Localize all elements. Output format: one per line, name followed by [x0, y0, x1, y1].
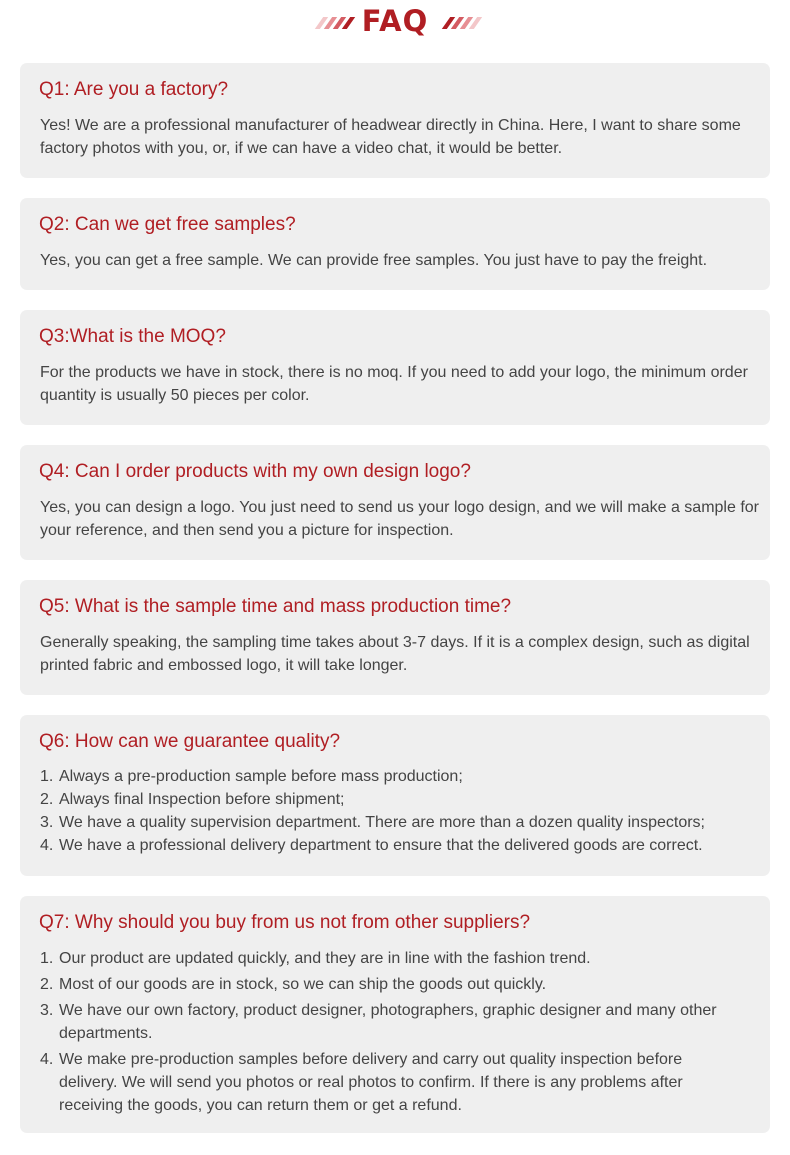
list-item	[40, 973, 740, 996]
list-number: 3.	[40, 1002, 54, 1019]
faq-question: Q4: Can I order products with my own design logo?	[39, 461, 471, 482]
list-number: 1.	[40, 950, 54, 967]
list-item	[40, 999, 740, 1045]
list-number: 2.	[40, 791, 54, 808]
faq-question: Q2: Can we get free samples?	[39, 214, 296, 235]
list-item	[40, 788, 765, 811]
list-item	[40, 947, 740, 970]
list-item	[40, 811, 765, 834]
faq-card-q6	[20, 715, 770, 876]
faq-answer: Yes, you can get a free sample. We can provide free samples. You just have to pay the freight.	[40, 252, 708, 269]
faq-card-q4	[20, 445, 770, 560]
list-number: 1.	[40, 768, 54, 785]
faq-answer: Generally speaking, the sampling time takes about 3-7 days. If it is a complex design, such as digital printed fabric and embossed logo, it will take longer.	[40, 634, 750, 674]
list-item	[40, 765, 765, 788]
list-item-text: We have a professional delivery department to ensure that the delivered goods are correct.	[59, 837, 703, 854]
faq-card-q5	[20, 580, 770, 695]
faq-answer-list	[40, 947, 740, 1117]
faq-answer-list	[40, 765, 765, 857]
list-item-text: We have our own factory, product designer, photographers, graphic designer and many other departments.	[59, 1002, 717, 1042]
faq-header	[0, 0, 790, 44]
list-item-text: Our product are updated quickly, and they are in line with the fashion trend.	[59, 950, 591, 967]
faq-question: Q7: Why should you buy from us not from other suppliers?	[39, 912, 531, 933]
list-item-text: We have a quality supervision department. There are more than a dozen quality inspectors;	[59, 814, 705, 831]
list-item-text: Most of our goods are in stock, so we can ship the goods out quickly.	[59, 976, 547, 993]
faq-answer: Yes! We are a professional manufacturer of headwear directly in China. Here, I want to share some factory photos with you, or, if we can have a video chat, it would be better.	[40, 117, 741, 157]
page-title: FAQ	[361, 4, 429, 38]
faq-question: Q5: What is the sample time and mass production time?	[39, 596, 512, 617]
faq-card-q1	[20, 63, 770, 178]
list-number: 4.	[40, 1051, 54, 1068]
decorative-stripes-right-icon	[440, 17, 480, 29]
list-item	[40, 1048, 740, 1117]
faq-card-q3	[20, 310, 770, 425]
faq-card-q7	[20, 896, 770, 1133]
list-number: 3.	[40, 814, 54, 831]
faq-answer: Yes, you can design a logo. You just need to send us your logo design, and we will make a sample for your reference, and then send you a picture for inspection.	[40, 499, 759, 539]
faq-card-q2	[20, 198, 770, 290]
list-number: 2.	[40, 976, 54, 993]
faq-question: Q6: How can we guarantee quality?	[39, 731, 341, 752]
list-item	[40, 834, 765, 857]
faq-question: Q1: Are you a factory?	[39, 79, 229, 100]
list-item-text: Always final Inspection before shipment;	[59, 791, 345, 808]
list-item-text: We make pre-production samples before delivery and carry out quality inspection before delivery. We will send you photos or real photos to confirm. If there is any problems after receiving the goods, you can return them or get a refund.	[59, 1051, 683, 1114]
faq-answer: For the products we have in stock, there is no moq. If you need to add your logo, the minimum order quantity is usually 50 pieces per color.	[40, 364, 748, 404]
list-item-text: Always a pre-production sample before mass production;	[59, 768, 463, 785]
faq-question: Q3:What is the MOQ?	[39, 326, 226, 347]
list-number: 4.	[40, 837, 54, 854]
